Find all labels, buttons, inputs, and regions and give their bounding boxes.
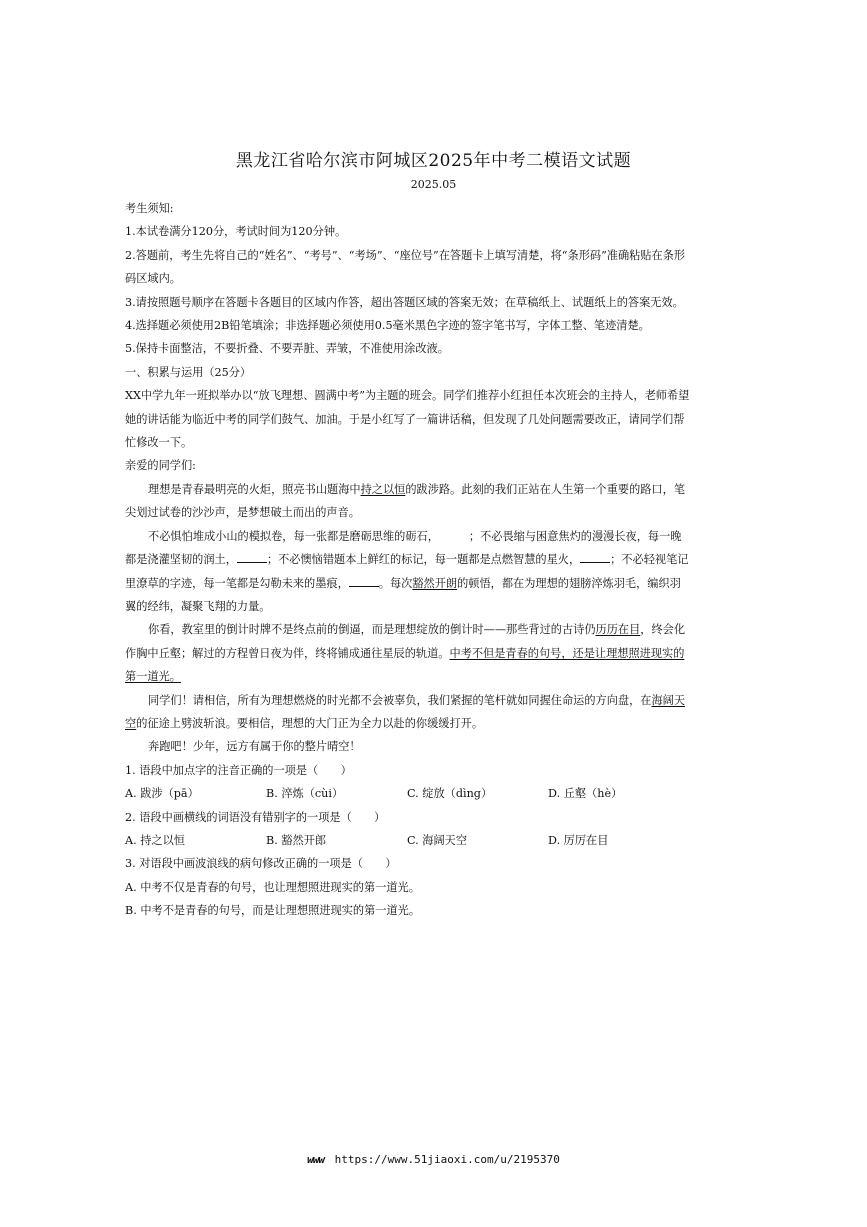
question-3-stem: 3. 对语段中画波浪线的病句修改正确的一项是（ ）: [125, 857, 397, 871]
exam-date: 2025.05: [410, 178, 457, 191]
speech-paragraph-4: 同学们！请相信，所有为理想燃烧的时光都不会被辜负，我们紧握的笔杆就如同握住命运的方向盘，在海阔天空的征途上劈波斩浪。要相信，理想的大门正为全力以赴的你缓缓打开。: [125, 693, 686, 730]
question-2-stem: 2. 语段中画横线的词语没有错别字的一项是（ ）: [125, 810, 386, 824]
option-a: A. 持之以恒: [125, 833, 185, 847]
notice-item-4: 4.选择题必须使用2B铅笔填涂；非选择题必须使用0.5毫米黑色字迹的签字笔书写，字体工整、笔迹清楚。: [125, 319, 650, 333]
page-title: 黑龙江省哈尔滨市阿城区2025年中考二模语文试题: [235, 151, 632, 171]
option-b: B. 豁然开郎: [266, 833, 327, 847]
option-a: A. 中考不仅是青春的句号，也让理想照进现实的第一道光。: [125, 880, 420, 894]
speech-paragraph-3: 你看，教室里的倒计时牌不是终点前的倒逼，而是理想绽放的倒计时——那些背过的古诗仍历历在目，终会化作胸中丘壑；解过的方程曾日夜为伴，终将铺成通往星辰的轨道。中考不但是青春的句号，还是让理想照进现实的第一道光。: [125, 623, 686, 684]
section-heading: 一、积累与运用（25分）: [125, 365, 252, 379]
notice-item-1: 1.本试卷满分120分，考试时间为120分钟。: [125, 225, 347, 239]
speech-paragraph-2: 不必惧怕堆成小山的模拟卷，每一张都是磨砺思维的砺石， ；不必畏缩与困意焦灼的漫漫长夜，每一晚都是浇灌坚韧的润土， ；不必懊恼错题本上鲜红的标记，每一题都是点燃智慧的星火， ；不必轻视笔记里潦草的字迹，每一笔都是勾勒未来的墨痕， 。每次豁然开朗的顿悟，都在为理想的翅膀淬炼羽毛，编织羽翼的经纬，凝聚飞翔的力量。: [125, 529, 689, 613]
option-d: D. 丘壑（hè）: [548, 787, 623, 801]
option-a: A. 跋涉（pā）: [125, 787, 199, 801]
underlined-word: 海阔天空: [125, 693, 686, 730]
option-d: D. 厉厉在目: [548, 833, 609, 847]
answer-blank: [237, 551, 267, 563]
option-b: B. 中考不是青春的句号，而是让理想照进现实的第一道光。: [125, 904, 421, 918]
option-c: C. 绽放（dìng）: [407, 787, 493, 801]
answer-blank: [580, 551, 610, 563]
answer-blank: [349, 575, 379, 587]
option-b: B. 淬炼（cùi）: [266, 787, 344, 801]
wavy-sentence: 中考不但是青春的句号，还是让理想照进现实的第一道光。: [125, 646, 685, 684]
notice-item-5: 5.保持卡面整洁，不要折叠、不要弄脏、弄皱，不准使用涂改液。: [125, 342, 449, 356]
notice-item-3: 3.请按照题号顺序在答题卡各题目的区域内作答，超出答题区域的答案无效；在草稿纸上、试题纸上的答案无效。: [125, 295, 684, 309]
speech-paragraph-1: 理想是青春最明亮的火炬，照亮书山题海中持之以恒的跋涉路。此刻的我们正站在人生第一个重要的路口，笔尖划过试卷的沙沙声，是梦想破土而出的声音。: [125, 482, 686, 520]
notice-heading: 考生须知:: [125, 202, 174, 215]
source-link[interactable]: https://www.51jiaoxi.com/u/2195370: [334, 1153, 560, 1166]
underlined-word: 持之以恒: [360, 482, 406, 496]
speech-greeting: 亲爱的同学们:: [125, 459, 196, 473]
section-intro: XX中学九年一班拟举办以“放飞理想、圆满中考”为主题的班会。同学们推荐小红担任本次班会的主持人，老师希望她的讲话能为临近中考的同学们鼓气、加油。于是小红写了一篇讲话稿，但发现了几处问题需要改正，请同学们帮忙修改一下。: [125, 389, 690, 450]
speech-paragraph-5: 奔跑吧！少年，远方有属于你的整片晴空！: [148, 740, 361, 754]
option-c: C. 海阔天空: [407, 833, 468, 847]
question-1-options: [125, 782, 690, 805]
site-logo-icon: www: [307, 1153, 325, 1166]
underlined-word: 豁然开朗: [412, 576, 458, 590]
exam-body: [125, 197, 690, 923]
page-footer: [0, 1153, 867, 1166]
underlined-word: 历历在目: [595, 623, 641, 637]
notice-item-2: 2.答题前，考生先将自己的“姓名”、“考号”、“考场”、“座位号”在答题卡上填写清楚，将“条形码”准确粘贴在条形码区域内。: [125, 248, 686, 286]
question-2-options: [125, 829, 690, 852]
question-1-stem: 1. 语段中加点字的注音正确的一项是（ ）: [125, 763, 352, 777]
